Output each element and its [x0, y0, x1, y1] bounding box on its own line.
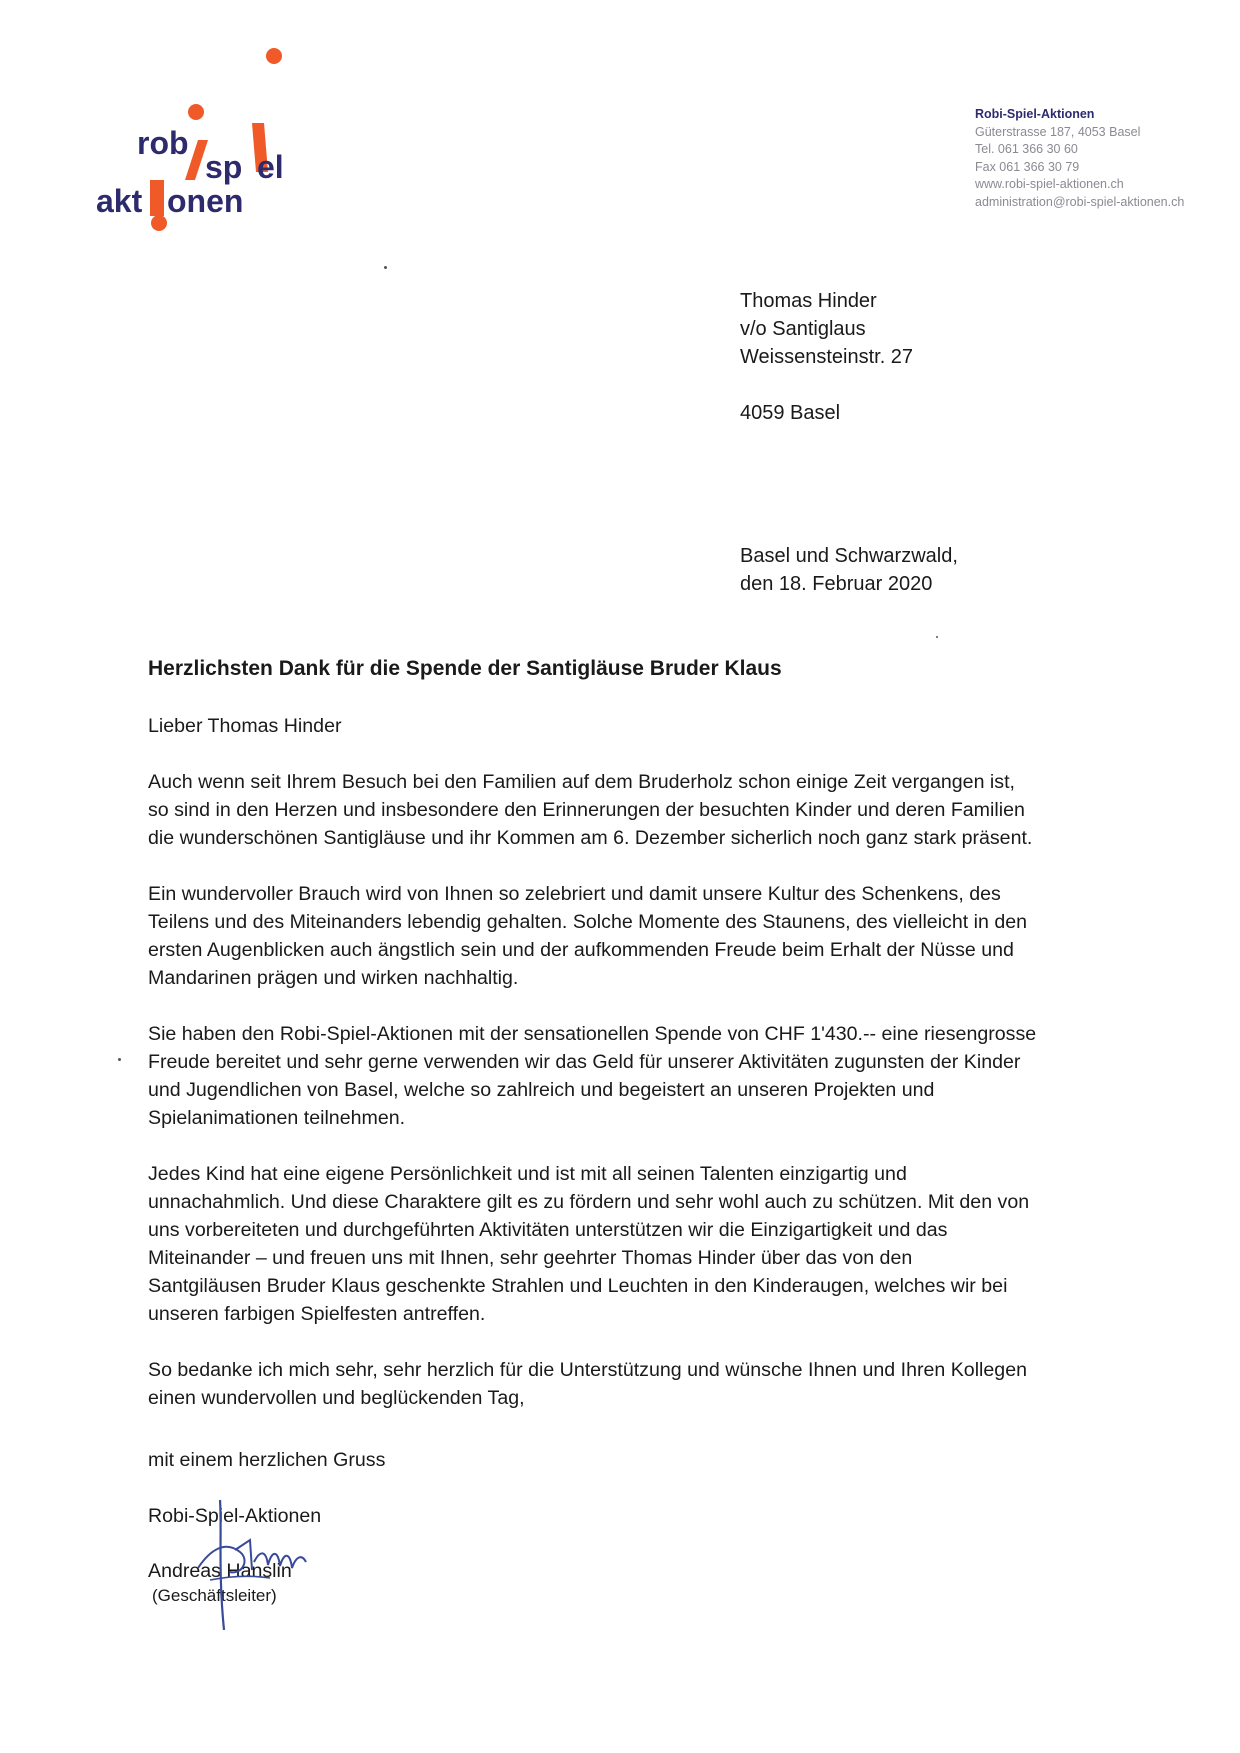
recipient-street: Weissensteinstr. 27: [740, 346, 914, 368]
sender-street: Güterstrasse 187, 4053 Basel: [975, 124, 1141, 139]
letter-date: [740, 542, 958, 598]
sender-fax: Fax 061 366 30 79: [975, 159, 1080, 174]
logo-text-sp: sp: [205, 149, 243, 185]
paragraph: Auch wenn seit Ihrem Besuch bei den Familien auf dem Bruderholz schon einige Zeit vergangen ist, so sind in den Herzen und insbesondere den Erinnerungen der besuchten Kinder und deren Familien die wunderschönen Santigläuse und ihr Kommen am 6. Dezember sicherlich noch ganz stark präsent.: [148, 771, 1033, 849]
logo: [92, 40, 302, 240]
paragraph: So bedanke ich mich sehr, sehr herzlich für die Unterstützung und wünsche Ihnen und Ihren Kollegen einen wundervollen und beglückenden Tag,: [148, 1359, 1027, 1409]
signature-organization: Robi-Spiel-Aktionen: [148, 1505, 322, 1527]
signer-role: (Geschäftsleiter): [152, 1586, 277, 1605]
signer-name: Andreas Hanslin: [148, 1560, 292, 1582]
sender-web[interactable]: www.robi-spiel-aktionen.ch: [975, 177, 1124, 191]
paragraph: Jedes Kind hat eine eigene Persönlichkeit und ist mit all seinen Talenten einzigartig und unnachahmlich. Und diese Charaktere gilt es zu fördern und sehr wohl auch zu schützen. Mit den von uns vorbereiteten und durchgeführten Aktivitäten unterstützen wir die Einzigartigkeit und das Miteinander – und freuen uns mit Ihnen, sehr geehrter Thomas Hinder über das von den Santgiläusen Bruder Klaus geschenkte Strahlen und Leuchten in den Kinderaugen, welches wir bei unseren farbigen Spielfesten antreffen.: [148, 1163, 1030, 1325]
recipient-name: Thomas Hinder: [740, 290, 877, 312]
scan-speck: [936, 636, 938, 638]
recipient-care-of: v/o Santiglaus: [740, 318, 866, 340]
date-value: den 18. Februar 2020: [740, 573, 933, 595]
logo-mark: [92, 40, 302, 240]
recipient-city: 4059 Basel: [740, 402, 841, 424]
sender-email[interactable]: administration@robi-spiel-aktionen.ch: [975, 194, 1185, 209]
letter-subject: Herzlichsten Dank für die Spende der Santigläuse Bruder Klaus: [148, 657, 782, 680]
salutation: Lieber Thomas Hinder: [148, 715, 342, 737]
sender-name: Robi-Spiel-Aktionen: [975, 107, 1095, 121]
logo-text-rob: rob: [137, 125, 189, 161]
logo-text-el: el: [257, 149, 284, 185]
date-place: Basel und Schwarzwald,: [740, 545, 958, 567]
recipient-address: [740, 287, 913, 427]
paragraph: Sie haben den Robi-Spiel-Aktionen mit der sensationellen Spende von CHF 1'430.-- eine riesengrosse Freude bereitet und sehr gerne verwenden wir das Geld für unserer Aktivitäten zugunsten der Kinder und Jugendlichen von Basel, welche so zahlreich und begeistert an unseren Projekten und Spielanimationen teilnehmen.: [148, 1023, 1037, 1129]
scan-speck: [384, 266, 387, 269]
logo-text-onen: onen: [167, 183, 244, 219]
paragraph: Ein wundervoller Brauch wird von Ihnen so zelebriert und damit unsere Kultur des Schenkens, des Teilens und des Miteinanders lebendig gehalten. Solche Momente des Staunens, des vielleicht in den ersten Augenblicken auch ängstlich sein und der aufkommenden Freude beim Erhalt der Nüsse und Mandarinen prägen und wirken nachhaltig.: [148, 883, 1028, 989]
scan-speck: [118, 1058, 121, 1061]
sender-tel: Tel. 061 366 30 60: [975, 142, 1078, 156]
closing: mit einem herzlichen Gruss: [148, 1449, 386, 1471]
sender-address: [975, 106, 1184, 211]
letter-body: [148, 712, 1108, 1440]
logo-text-akt: akt: [96, 183, 143, 219]
